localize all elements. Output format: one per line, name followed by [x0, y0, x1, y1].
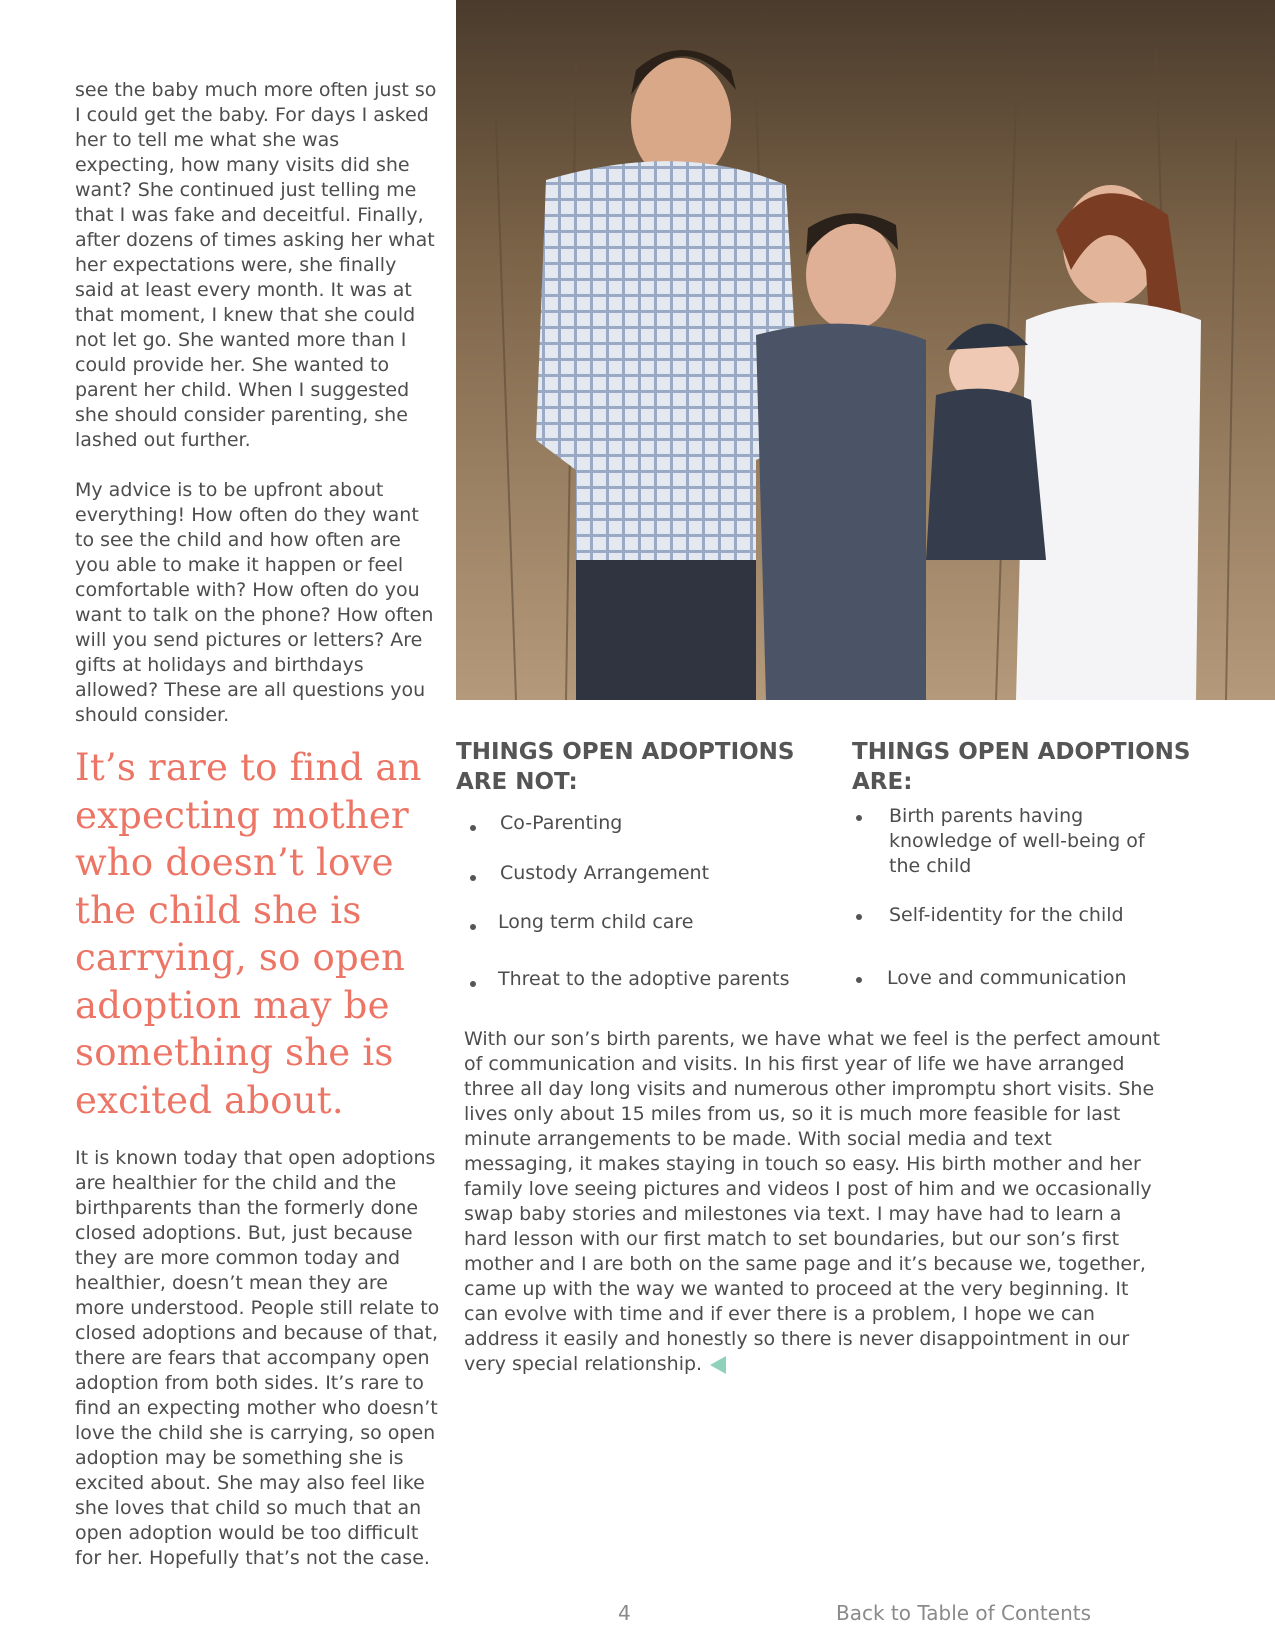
- body-paragraph-2: My advice is to be upfront about everything! How often do they want to see the child and how often are you able to make it happen or feel comfortable with? How often do you want to talk on the phone? How often will you send pictures or letters? Are gifts at holidays and birthdays allowed? These are all questions you should consider.: [75, 479, 434, 726]
- are-list-section: [852, 737, 1192, 989]
- back-to-toc-link[interactable]: Back to Table of Contents: [836, 1601, 1092, 1625]
- left-column: [75, 78, 440, 1571]
- list-item-label: Custody Arrangement: [500, 862, 710, 884]
- not-list-section: [456, 737, 796, 990]
- bullet-icon: [856, 977, 862, 983]
- body-paragraph-1: see the baby much more often just so I could get the baby. For days I asked her to tell me what she was expecting, how many visits did she want? She continued just telling me that I was fake and deceitful. Finally, after dozens of times asking her what her expectations were, she finally said at least every month. It was at that moment, I knew that she could not let go. She wanted more than I could provide her. She wanted to parent her child. When I suggested she should consider parenting, she lashed out further.: [75, 79, 437, 451]
- page-number: 4: [618, 1601, 631, 1625]
- bullet-icon: [856, 815, 862, 821]
- list-item-label: Self-identity for the child: [889, 904, 1124, 926]
- list-item: [889, 903, 1124, 928]
- list-item: [498, 967, 818, 992]
- are-list-heading: THINGS OPEN ADOPTIONS ARE:: [852, 739, 1191, 795]
- list-item-label: Birth parents having knowledge of well-being of the child: [889, 805, 1145, 877]
- list-item: [889, 804, 1159, 879]
- family-photo: [456, 0, 1275, 700]
- pull-quote: It’s rare to find an expecting mother who doesn’t love the child she is carrying, so open adoption may be something she is excited about.: [75, 746, 422, 1122]
- list-item-label: Co-Parenting: [500, 812, 623, 834]
- bullet-icon: [470, 825, 476, 831]
- body-paragraph-3: It is known today that open adoptions are healthier for the child and the birthparents than the formerly done closed adoptions. But, just because they are more common today and healthier, doesn’t mean they are more understood. People still relate to closed adoptions and because of that, there are fears that accompany open adoption from both sides. It’s rare to find an expecting mother who doesn’t love the child she is carrying, so open adoption may be something she is excited about. She may also feel like she loves that child so much that an open adoption would be too difficult for her. Hopefully that’s not the case.: [75, 1147, 440, 1569]
- family-photo-illustration: [456, 0, 1275, 700]
- bullet-icon: [470, 924, 476, 930]
- bullet-icon: [470, 875, 476, 881]
- list-item-label: Love and communication: [887, 967, 1127, 989]
- not-list-heading: THINGS OPEN ADOPTIONS ARE NOT:: [456, 739, 795, 795]
- list-item: [498, 910, 694, 935]
- list-item: [500, 811, 622, 836]
- bullet-icon: [470, 981, 476, 987]
- list-item-label: Long term child care: [498, 911, 694, 933]
- right-body-text: With our son’s birth parents, we have what we feel is the perfect amount of communication and visits. In his first year of life we have arranged three all day long visits and numerous other impromptu short visits. She lives only about 15 miles from us, so it is much more feasible for last minute arrangements to be made. With social media and text messaging, it makes staying in touch so easy. His birth mother and her family love seeing pictures and videos I post of him and we occasionally swap baby stories and milestones via text. I may have had to learn a hard lesson with our first match to set boundaries, but our son’s first mother and I are both on the same page and it’s because we, together, came up with the way we wanted to proceed at the very beginning. It can evolve with time and if ever there is a problem, I hope we can address it easily and honestly so there is never disappointment in our very special relationship.: [464, 1028, 1161, 1375]
- list-item-label: Threat to the adoptive parents: [498, 968, 790, 990]
- end-of-article-icon: [710, 1356, 726, 1374]
- right-body-paragraph: [464, 1027, 1164, 1377]
- bullet-icon: [856, 914, 862, 920]
- list-item: [887, 966, 1127, 991]
- list-item: [500, 861, 709, 886]
